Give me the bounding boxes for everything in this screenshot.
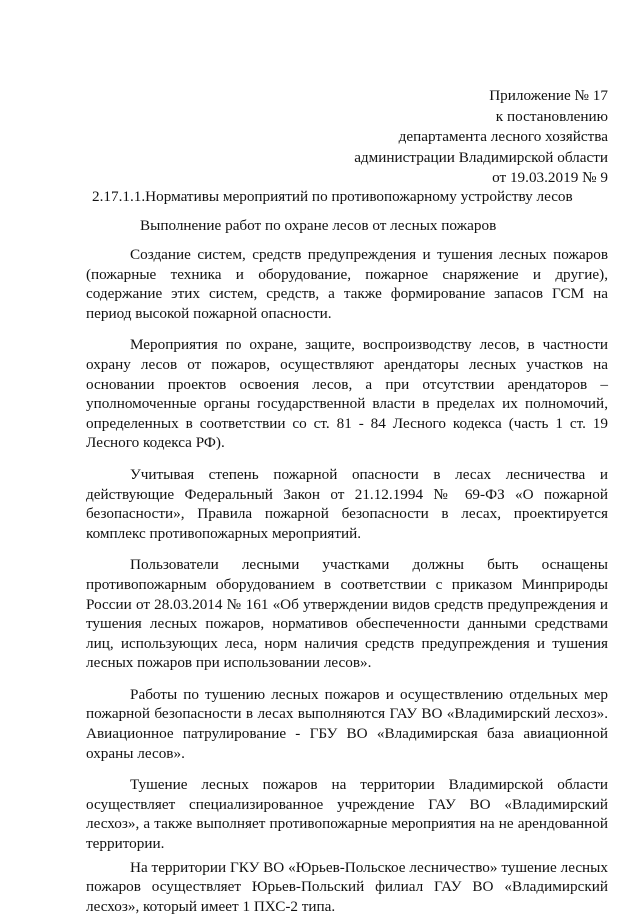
appendix-header [278,86,608,189]
appendix-number: Приложение № 17 [489,87,608,104]
paragraph: Мероприятия по охране, защите, воспроизводству лесов, в частности охрану лесов от пожаров, осуществляют арендаторы лесных участков на основании проектов освоения лесов, а при отсутствии арендаторов – уполномоченные органы государственной власти в пределах их полномочий, определенных в соответствии со ст. 81 - 84 Лесного кодекса (часть 1 ст. 19 Лесного кодекса РФ). [86,336,608,452]
paragraph: Создание систем, средств предупреждения и тушения лесных пожаров (пожарные техника и оборудование, пожарное снаряжение и другие), содержание этих систем, средств, а также формирование запасов ГСМ на период высокой пожарной опасности. [86,246,608,322]
appendix-date-line: от 19.03.2019 № 9 [492,169,608,187]
paragraph: На территории ГКУ ВО «Юрьев-Польское лесничество» тушение лесных пожаров осуществляет Юрьев-Польский филиал ГАУ ВО «Владимирский лесхоз», который имеет 1 ПХС-2 типа. [86,858,608,915]
paragraph: Работы по тушению лесных пожаров и осуществлению отдельных мер пожарной безопасности в лесах выполняются ГАУ ВО «Владимирский лесхоз». Авиационное патрулирование - ГБУ ВО «Владимирская база авиационной охраны лесов». [86,685,608,762]
paragraph: Пользователи лесными участками должны быть оснащены противопожарным оборудованием в соответствии с приказом Минприроды России от 28.03.2014 № 161 «Об утверждении видов средств предупреждения и тушения лесных пожаров, нормативов обеспеченности данными средствами лиц, использующих леса, норм наличия средств предупреждения и тушения лесных пожаров при использовании лесов». [86,556,608,672]
appendix-department-line: департамента лесного хозяйства [398,128,608,146]
appendix-administration-line: администрации Владимирской области [354,148,608,166]
document-body [86,245,608,916]
appendix-resolution-line: к постановлению [495,107,608,125]
section-title: 2.17.1.1.Нормативы мероприятий по противопожарному устройству лесов [92,188,573,205]
paragraph: Учитывая степень пожарной опасности в лесах лесничества и действующие Федеральный Закон от 21.12.1994 № 69-ФЗ «О пожарной безопасности», Правила пожарной безопасности в лесах, проектируется комплекс противопожарных мероприятий. [86,465,608,542]
paragraph: Тушение лесных пожаров на территории Владимирской области осуществляет специализированное учреждение ГАУ ВО «Владимирский лесхоз», а также выполняет противопожарные мероприятия на не арендованной территории. [86,776,608,853]
section-subtitle: Выполнение работ по охране лесов от лесных пожаров [140,217,497,234]
